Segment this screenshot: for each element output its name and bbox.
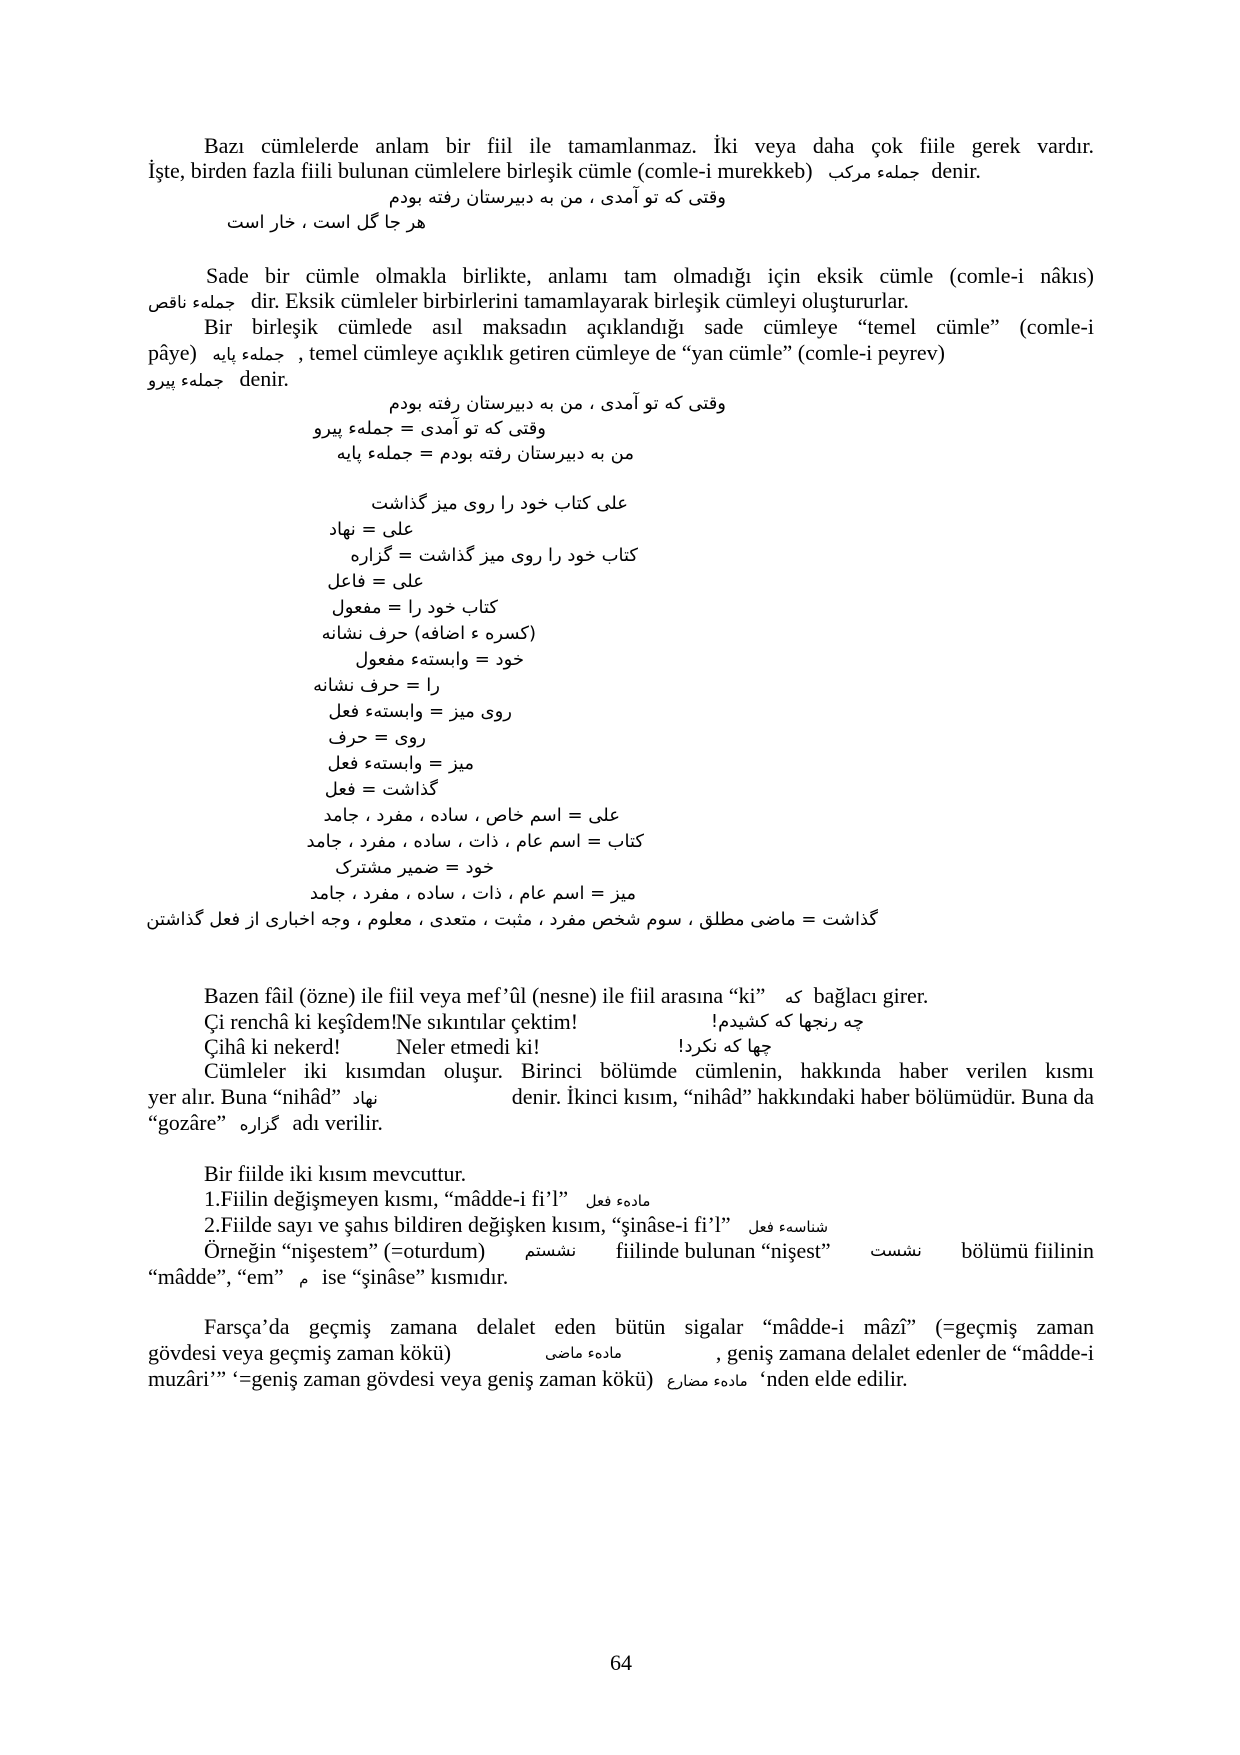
example-2-translation: Neler etmedi ki! <box>396 1034 541 1059</box>
persian-term-comle-peyrev: جملهء پیرو <box>148 371 224 391</box>
persian-example-5: من به دبیرستان رفته بودم = جملهء پایه <box>336 443 634 464</box>
persian-term-gozare: گزاره <box>239 1115 279 1135</box>
persian-term-comle-murekkeb: جملهء مرکب <box>828 163 920 183</box>
paragraph-4-line-4-end: bölümü fiilinin <box>961 1238 1094 1263</box>
paragraph-1-line-2-text: İşte, birden fazla fiili bulunan cümlelere birleşik cümle (comle-i murekkeb) <box>148 158 813 183</box>
analysis-line: روی میز = وابستهء فعل <box>328 701 512 722</box>
paragraph-4-line-1: Bir fiilde iki kısım mevcuttur. <box>204 1161 467 1186</box>
example-1-transliteration: Çi renchâ ki keşîdem! <box>204 1009 398 1034</box>
analysis-line: علی = اسم خاص ، ساده ، مفرد ، جامد <box>323 805 620 826</box>
analysis-line: گذاشت = ماضی مطلق ، سوم شخص مفرد ، مثبت ، متعدی ، معلوم ، وجه اخباری از فعل گذاشتن <box>146 909 878 930</box>
paragraph-4-line-2-text: 1.Fiilin değişmeyen kısmı, “mâdde-i fi’l” <box>204 1186 569 1211</box>
persian-term-madde-mazi: مادهء ماضی <box>545 1344 622 1362</box>
analysis-line: خود = وابستهء مفعول <box>355 649 524 670</box>
paragraph-4-line-3-text: 2.Fiilde sayı ve şahıs bildiren değişken kısım, “şinâse-i fi’l” <box>204 1212 731 1237</box>
persian-example-4: وقتی که تو آمدی = جملهء پیرو <box>313 418 546 439</box>
paragraph-4-line-4-middle: fiilinde bulunan “nişest” <box>615 1238 831 1263</box>
analysis-line: خود = ضمیر مشترک <box>335 857 494 878</box>
paragraph-5-line-3-text: muzâri’” ‘=geniş zaman gövdesi veya geniş zaman kökü) <box>148 1366 654 1391</box>
page-number: 64 <box>610 1650 632 1675</box>
analysis-line: گذاشت = فعل <box>324 779 438 800</box>
document-page <box>148 0 1094 1755</box>
persian-term-sinase-fil: شناسهء فعل <box>748 1218 829 1236</box>
paragraph-3-line-5-text: yer alır. Buna “nihâd” <box>148 1084 342 1109</box>
persian-example-2: هر جا گل است ، خار است <box>226 212 426 233</box>
persian-term-madde-fil: مادهء فعل <box>585 1192 651 1210</box>
persian-term-madde-muzari: مادهء مضارع <box>666 1372 748 1390</box>
paragraph-1-line-2 <box>148 157 1094 187</box>
paragraph-3-line-6 <box>148 1109 1094 1139</box>
analysis-line: (کسره ء اضافه) حرف نشانه <box>321 623 536 644</box>
paragraph-2-line-4-text: , temel cümleye açıklık getiren cümleye de “yan cümle” (comle-i peyrev) <box>298 340 945 365</box>
paragraph-5-line-3 <box>148 1365 1094 1395</box>
example-1-persian: چه رنجها که کشیدم! <box>710 1011 864 1032</box>
paragraph-5-line-2-end: , geniş zamana delalet edenler de “mâdde-i <box>715 1340 1094 1365</box>
persian-term-nihad: نهاد <box>352 1089 378 1109</box>
persian-term-nisest: نشست <box>870 1241 922 1261</box>
analysis-line: کتاب = اسم عام ، ذات ، ساده ، مفرد ، جامد <box>306 831 644 852</box>
analysis-line: میز = وابستهء فعل <box>327 753 474 774</box>
persian-term-em: م <box>299 1270 309 1288</box>
persian-term-ke: که <box>784 988 803 1008</box>
paragraph-3-line-6-end: adı verilir. <box>292 1110 383 1135</box>
paragraph-3-line-4: Cümleler iki kısımdan oluşur. Birinci bölümde cümlenin, hakkında haber verilen kısmı <box>204 1058 1094 1083</box>
paragraph-3-line-1-end: bağlacı girer. <box>813 983 929 1008</box>
paragraph-4-line-4 <box>148 1237 1094 1265</box>
paragraph-5-line-2 <box>148 1339 1094 1367</box>
persian-term-comle-nakis: جملهء ناقص <box>148 293 236 313</box>
persian-term-comle-paye: جملهء پایه <box>212 345 285 365</box>
analysis-line: میز = اسم عام ، ذات ، ساده ، مفرد ، جامد <box>309 883 636 904</box>
analysis-line: کتاب خود را = مفعول <box>331 597 498 618</box>
paragraph-2-line-3: Bir birleşik cümlede asıl maksadın açıklandığı sade cümleye “temel cümle” (comle-i <box>204 314 1094 339</box>
paragraph-2-line-4-start: pâye) <box>148 340 197 365</box>
analysis-line: روی = حرف <box>328 727 426 748</box>
analysis-line: علی = نهاد <box>328 519 414 540</box>
paragraph-4-line-5-end: ise “şinâse” kısmıdır. <box>321 1264 509 1289</box>
paragraph-1-line-2-end: denir. <box>931 158 981 183</box>
example-1-translation: Ne sıkıntılar çektim! <box>396 1009 579 1034</box>
paragraph-4-line-5-start: “mâdde”, “em” <box>148 1264 284 1289</box>
paragraph-2-line-5-text: denir. <box>239 366 289 391</box>
analysis-line: علی کتاب خود را روی میز گذاشت <box>371 493 628 514</box>
paragraph-1-line-1: Bazı cümlelerde anlam bir fiil ile tamamlanmaz. İki veya daha çok fiile gerek vardır. <box>204 133 1094 158</box>
persian-term-nisestem: نشستم <box>524 1241 577 1261</box>
paragraph-3-line-1-text: Bazen fâil (özne) ile fiil veya mef’ûl (nesne) ile fiil arasına “ki” <box>204 983 766 1008</box>
paragraph-4-line-4-text: Örneğin “nişestem” (=oturdum) <box>204 1238 486 1263</box>
example-2-persian: چها که نکرد! <box>677 1036 772 1057</box>
paragraph-2-line-2-text: dir. Eksik cümleler birbirlerini tamamlayarak birleşik cümleyi oluştururlar. <box>250 288 909 313</box>
paragraph-5-line-3-end: ‘nden elde edilir. <box>759 1366 908 1391</box>
analysis-line: کتاب خود را روی میز گذاشت = گزاره <box>350 545 638 566</box>
paragraph-5-line-2-text: gövdesi veya geçmiş zaman kökü) <box>148 1340 452 1365</box>
analysis-line: علی = فاعل <box>327 571 424 592</box>
example-2-transliteration: Çihâ ki nekerd! <box>204 1034 341 1059</box>
paragraph-4-line-5 <box>148 1263 1094 1293</box>
paragraph-3-line-6-start: “gozâre” <box>148 1110 227 1135</box>
paragraph-3-line-5-end: denir. İkinci kısım, “nihâd” hakkındaki haber bölümüdür. Buna da <box>511 1084 1094 1109</box>
paragraph-2-line-1: Sade bir cümle olmakla birlikte, anlamı tam olmadığı için eksik cümle (comle-i nâkıs) <box>206 263 1094 288</box>
paragraph-5-line-1: Farsça’da geçmiş zamana delalet eden bütün sigalar “mâdde-i mâzî” (=geçmiş zaman <box>204 1314 1094 1339</box>
persian-example-3: وقتی که تو آمدی ، من به دبیرستان رفته بودم <box>388 393 726 414</box>
persian-example-1: وقتی که تو آمدی ، من به دبیرستان رفته بودم <box>388 187 726 208</box>
analysis-line: را = حرف نشانه <box>313 675 440 696</box>
